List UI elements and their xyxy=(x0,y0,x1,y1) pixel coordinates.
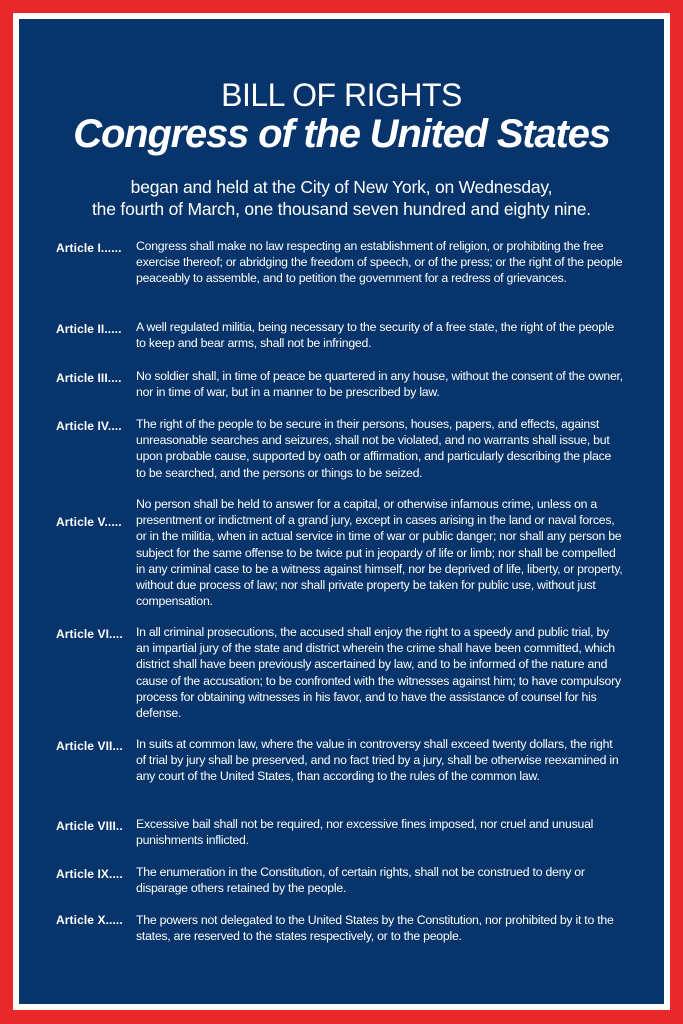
blue-panel xyxy=(19,19,664,1004)
article-text: In suits at common law, where the value in controversy shall exceed twenty dollars, the right of trial by jury shall be preserved, and no fact tried by a jury, shall be otherwise reexamined in any court of the United States, than according to the rules of the common law. xyxy=(136,737,619,784)
preamble-line: the fourth of March, one thousand seven hundred and eighty nine. xyxy=(92,199,591,219)
article-text: The enumeration in the Constitution, of certain rights, shall not be construed to deny or disparage others retained by the people. xyxy=(136,865,585,896)
preamble xyxy=(19,176,664,220)
preamble-line: began and held at the City of New York, on Wednesday, xyxy=(130,177,553,197)
article-label: Article II..... xyxy=(56,322,122,336)
article-text: No soldier shall, in time of peace be quartered in any house, without the consent of the owner, nor in time of war, but in a manner to be prescribed by law. xyxy=(136,369,623,400)
article-label: Article VIII.. xyxy=(56,819,123,833)
article-text: The powers not delegated to the United States by the Constitution, nor prohibited by it to the states, are reserved to the states respectively, or to the people. xyxy=(136,913,614,944)
poster-title: BILL OF RIGHTS xyxy=(221,77,462,113)
article-label: Article I...... xyxy=(56,241,122,255)
article-text: The right of the people to be secure in their persons, houses, papers, and effects, against unreasonable searches and seizures, shall not be violated, and no warrants shall issue, but upon probable cause, supported by oath or affirmation, and particularly describing the place to be searched, and the persons or things to be seized. xyxy=(136,417,612,480)
article-text: Excessive bail shall not be required, nor excessive fines imposed, nor cruel and unusual punishments inflicted. xyxy=(136,817,594,848)
article-label: Article X..... xyxy=(56,913,123,927)
article-text: Congress shall make no law respecting an establishment of religion, or prohibiting the free exercise thereof; or abridging the freedom of speech, or of the press; or the right of the people peaceably to assemble, and to petition the government for a redress of grievances. xyxy=(136,239,623,286)
article-label: Article III.... xyxy=(56,371,122,385)
article-label: Article V..... xyxy=(56,515,122,529)
article-label: Article VI.... xyxy=(56,627,123,641)
article-label: Article IX.... xyxy=(56,867,123,881)
article-text: A well regulated militia, being necessary to the security of a free state, the right of the people to keep and bear arms, shall not be infringed. xyxy=(136,320,614,351)
article-label: Article VII... xyxy=(56,739,123,753)
article-text: No person shall be held to answer for a capital, or otherwise infamous crime, unless on a presentment or indictment of a grand jury, except in cases arising in the land or naval forces, or in the militia, when in actual service in time of war or public danger; nor shall any person be subject for the same offense to be twice put in jeopardy of life or limb; nor shall be compelled in any criminal case to be a witness against himself, nor be deprived of life, liberty, or property, without due process of law; nor shall private property be taken for public use, without just compensation. xyxy=(136,497,623,609)
article-label: Article IV.... xyxy=(56,419,122,433)
article-text: In all criminal prosecutions, the accused shall enjoy the right to a speedy and public trial, by an impartial jury of the state and district wherein the crime shall have been committed, which district shall have been previously ascertained by law, and to be informed of the nature and cause of the accusation; to be confronted with the witnesses against him; to have compulsory process for obtaining witnesses in his favor, and to have the assistance of counsel for his defense. xyxy=(136,625,621,721)
poster-subtitle: Congress of the United States xyxy=(73,112,610,156)
